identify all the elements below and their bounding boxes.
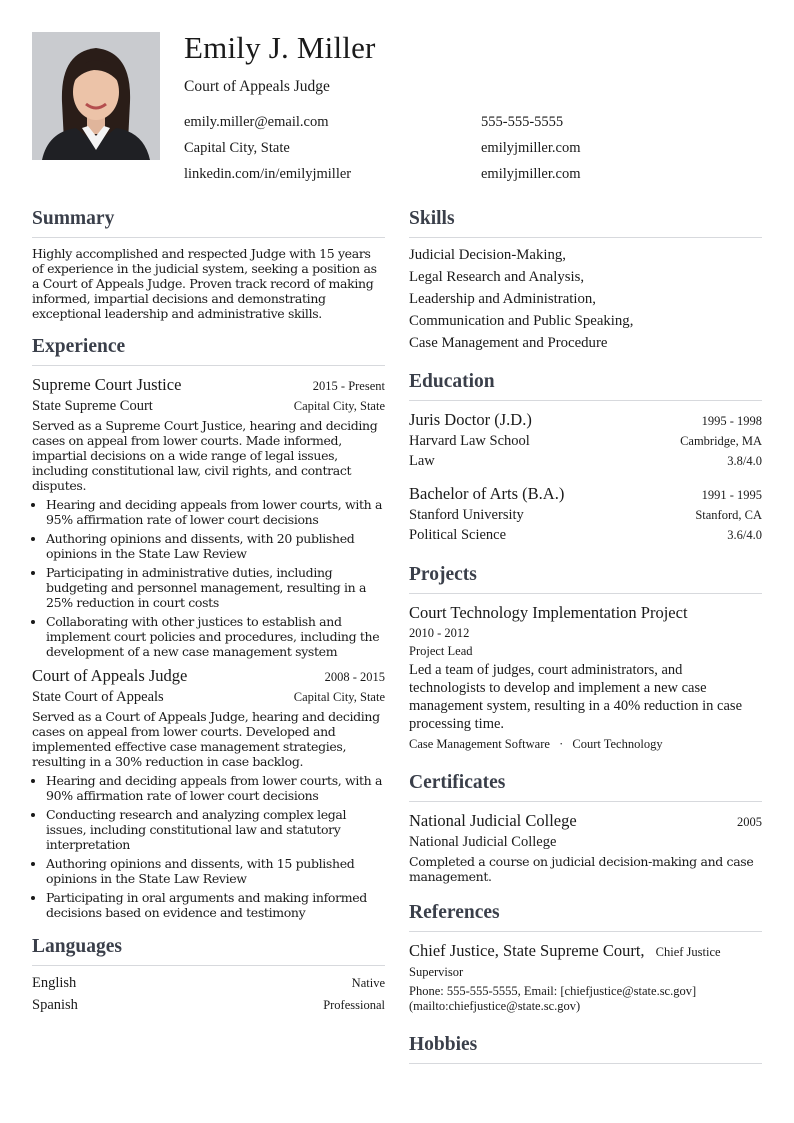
list-item: • Participating in administrative duties, including budgeting and personnel management, resulting in a 25% reduction in court costs	[46, 565, 385, 610]
job-title: Supreme Court Justice	[32, 375, 182, 394]
candidate-title: Court of Appeals Judge	[184, 78, 330, 95]
references-section	[409, 902, 762, 1014]
list-item: • Authoring opinions and dissents, with 20 published opinions in the State Law Review	[46, 531, 385, 561]
section-title-projects: Projects	[409, 564, 762, 594]
contact-email[interactable]: emily.miller@email.com	[184, 114, 329, 130]
list-item: • Conducting research and analyzing complex legal issues, including constitutional law and statutory interpretation	[46, 807, 385, 852]
section-title-experience: Experience	[32, 336, 385, 366]
language-name: Spanish	[32, 997, 78, 1013]
reference-contact[interactable]: Phone: 555-555-5555, Email: [chiefjustice@state.sc.gov](mailto:chiefjustice@state.sc.gov)	[409, 984, 697, 1013]
education-gpa: 3.6/4.0	[727, 528, 762, 542]
job-entry	[32, 666, 385, 920]
language-row	[32, 975, 385, 992]
list-item: • Collaborating with other justices to establish and implement court policies and procedures, including the development of a new case management system	[46, 614, 385, 659]
education-school: Harvard Law School	[409, 433, 530, 449]
education-section	[409, 371, 762, 544]
project-tag: Court Technology	[572, 737, 663, 751]
skill-item: Case Management and Procedure	[409, 335, 608, 351]
skill-item: Communication and Public Speaking,	[409, 313, 634, 329]
job-title: Court of Appeals Judge	[32, 666, 188, 685]
section-title-hobbies: Hobbies	[409, 1034, 762, 1064]
job-date: 2008 - 2015	[324, 670, 385, 684]
contact-website-2[interactable]: emilyjmiller.com	[481, 166, 581, 182]
education-school: Stanford University	[409, 507, 524, 523]
list-item: • Authoring opinions and dissents, with 15 published opinions in the State Law Review	[46, 856, 385, 886]
job-location: Capital City, State	[293, 399, 385, 413]
education-location: Cambridge, MA	[680, 434, 762, 448]
contact-phone[interactable]: 555-555-5555	[481, 114, 564, 130]
skill-item: Leadership and Administration,	[409, 291, 596, 307]
language-name: English	[32, 975, 77, 991]
candidate-name: Emily J. Miller	[184, 30, 376, 65]
hobbies-section	[409, 1034, 762, 1064]
project-description: Led a team of judges, court administrators, and technologists to develop and implement a new case management system, resulting in a 40% reduction in case processing time.	[409, 662, 743, 732]
reference-role: Chief Justice	[655, 945, 721, 959]
job-entry	[32, 375, 385, 659]
education-degree: Juris Doctor (J.D.)	[409, 410, 532, 429]
reference-name: Chief Justice, State Supreme Court,	[409, 941, 645, 960]
job-organization: State Court of Appeals	[32, 689, 164, 705]
list-item: • Hearing and deciding appeals from lower courts, with a 95% affirmation rate of lower court decisions	[46, 497, 385, 527]
right-column	[409, 208, 762, 1064]
project-tags	[409, 737, 762, 752]
languages-section	[32, 936, 385, 1014]
tag-separator: ·	[559, 737, 564, 751]
reference-relation: Supervisor	[409, 965, 464, 979]
project-role: Project Lead	[409, 644, 473, 658]
list-item: • Participating in oral arguments and making informed decisions based on evidence and testimony	[46, 890, 385, 920]
education-entry	[409, 484, 762, 544]
project-date: 2010 - 2012	[409, 626, 470, 640]
section-title-references: References	[409, 902, 762, 932]
section-title-languages: Languages	[32, 936, 385, 966]
profile-photo	[32, 32, 160, 160]
education-degree: Bachelor of Arts (B.A.)	[409, 484, 565, 503]
contact-location: Capital City, State	[184, 140, 290, 156]
job-bullets	[32, 497, 385, 659]
certificate-name: National Judicial College	[409, 811, 577, 830]
contact-website[interactable]: emilyjmiller.com	[481, 140, 581, 156]
language-row	[32, 997, 385, 1014]
section-title-education: Education	[409, 371, 762, 401]
job-bullets	[32, 773, 385, 920]
projects-section	[409, 564, 762, 752]
job-location: Capital City, State	[293, 690, 385, 704]
list-item: • Hearing and deciding appeals from lower courts, with a 90% affirmation rate of lower court decisions	[46, 773, 385, 803]
project-tag: Case Management Software	[409, 737, 550, 751]
education-date: 1995 - 1998	[701, 414, 762, 428]
language-level: Professional	[323, 998, 385, 1012]
certificate-issuer: National Judicial College	[409, 834, 557, 850]
language-level: Native	[351, 976, 385, 990]
section-title-summary: Summary	[32, 208, 385, 238]
portrait-image	[32, 32, 160, 160]
certificates-section	[409, 772, 762, 884]
section-title-skills: Skills	[409, 208, 762, 238]
education-gpa: 3.8/4.0	[727, 454, 762, 468]
summary-section	[32, 208, 385, 321]
certificate-year: 2005	[737, 815, 762, 829]
education-date: 1991 - 1995	[701, 488, 762, 502]
skill-item: Legal Research and Analysis,	[409, 269, 585, 285]
contact-linkedin[interactable]: linkedin.com/in/emilyjmiller	[184, 166, 352, 182]
education-field: Law	[409, 453, 435, 469]
skill-item: Judicial Decision-Making,	[409, 247, 566, 263]
certificate-description: Completed a course on judicial decision-making and case management.	[409, 854, 754, 884]
experience-section	[32, 336, 385, 920]
job-description: Served as a Court of Appeals Judge, hearing and deciding cases on appeal from lower courts. Developed and implemented effective case management strategies, resulting in a 30% reduction in case backlog.	[32, 709, 380, 769]
summary-text: Highly accomplished and respected Judge with 15 years of experience in the judicial system, seeking a position as a Court of Appeals Judge. Proven track record of making informed, impartial decisions and demonstrating exceptional leadership and administrative skills.	[32, 246, 377, 321]
education-entry	[409, 410, 762, 470]
skills-list	[409, 244, 762, 354]
project-name: Court Technology Implementation Project	[409, 603, 688, 622]
job-organization: State Supreme Court	[32, 398, 153, 414]
education-location: Stanford, CA	[695, 508, 762, 522]
left-column	[32, 208, 385, 1014]
education-field: Political Science	[409, 527, 507, 543]
section-title-certificates: Certificates	[409, 772, 762, 802]
skills-section	[409, 208, 762, 354]
job-description: Served as a Supreme Court Justice, hearing and deciding cases on appeal from lower courts. Made informed, impartial decisions on a wide range of legal issues, including constitutional law, civil rights, and contract disputes.	[32, 418, 378, 493]
job-date: 2015 - Present	[312, 379, 385, 393]
